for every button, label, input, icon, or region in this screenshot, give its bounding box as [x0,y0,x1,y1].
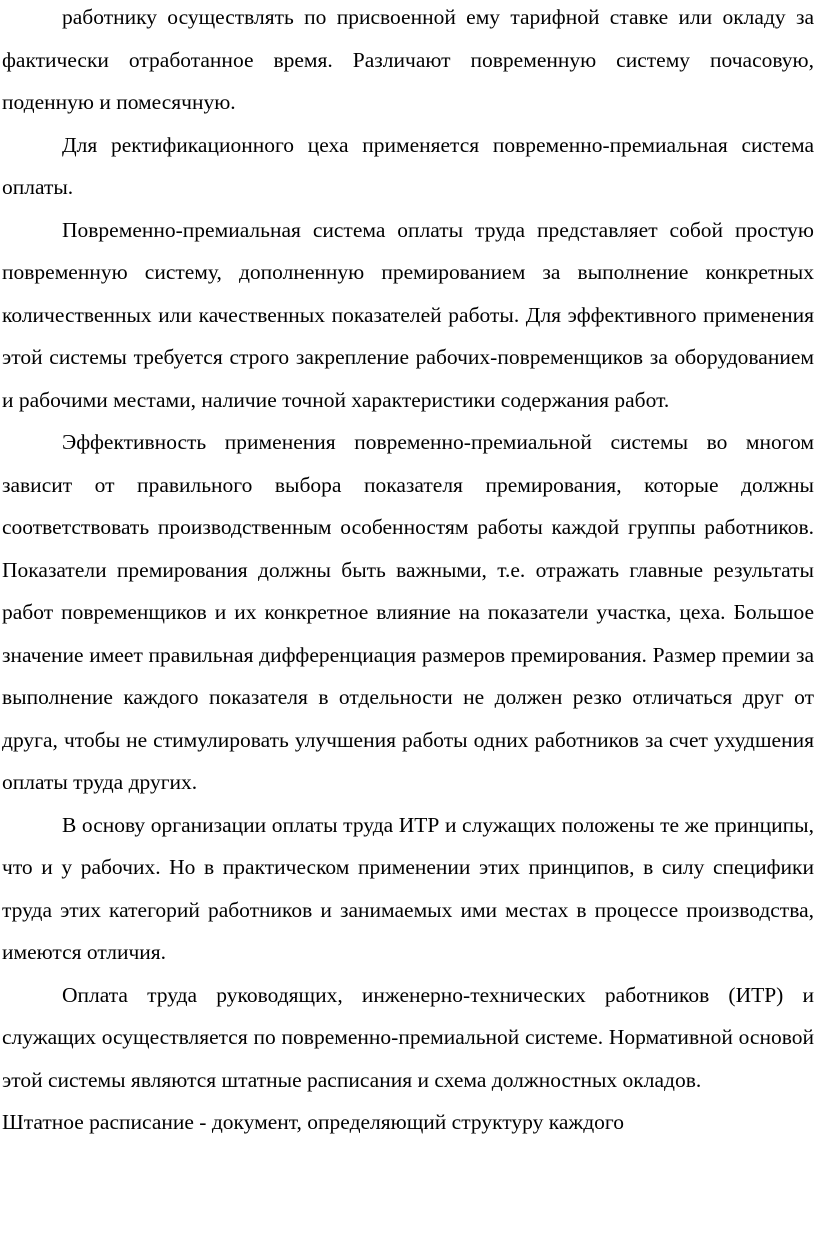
paragraph-itr-payment: Оплата труда руководящих, инженерно-технических работников (ИТР) и служащих осуществляется по повременно-премиальной системе. Нормативной основой этой системы являются штатные расписания и схема должностных окладов. [2,982,814,1092]
paragraph-staff-schedule: Штатное расписание - документ, определяющий структуру каждого [2,1110,624,1134]
paragraph-rectification-shop: Для ректификационного цеха применяется повременно-премиальная система оплаты. [2,132,814,199]
paragraph-itr-principles: В основу организации оплаты труда ИТР и служащих положены те же принципы, что и у рабочих. Но в практическом применении этих принципов, в силу специфики труда этих категорий работников и занимаемых ими местах в процессе производства, имеются отличия. [2,812,814,964]
paragraph-effectiveness: Эффективность применения повременно-премиальной системы во многом зависит от правильного выбора показателя премирования, которые должны соответствовать производственным особенностям работы каждой группы работников. Показатели премирования должны быть важными, т.е. отражать главные результаты работ повременщиков и их конкретное влияние на показатели участка, цеха. Большое значение имеет правильная дифференциация размеров премирования. Размер премии за выполнение каждого показателя в отдельности не должен резко отличаться друг от друга, чтобы не стимулировать улучшения работы одних работников за счет ухудшения оплаты труда других. [2,430,814,794]
paragraph-continuation: работнику осуществлять по присвоенной ему тарифной ставке или окладу за фактически отработанное время. Различают повременную систему почасовую, поденную и помесячную. [2,5,814,114]
paragraph-time-bonus-system: Повременно-премиальная система оплаты труда представляет собой простую повременную систему, дополненную премированием за выполнение конкретных количественных или качественных показателей работы. Для эффективного применения этой системы требуется строго закрепление рабочих-повременщиков за оборудованием и рабочими местами, наличие точной характеристики содержания работ. [2,217,814,412]
